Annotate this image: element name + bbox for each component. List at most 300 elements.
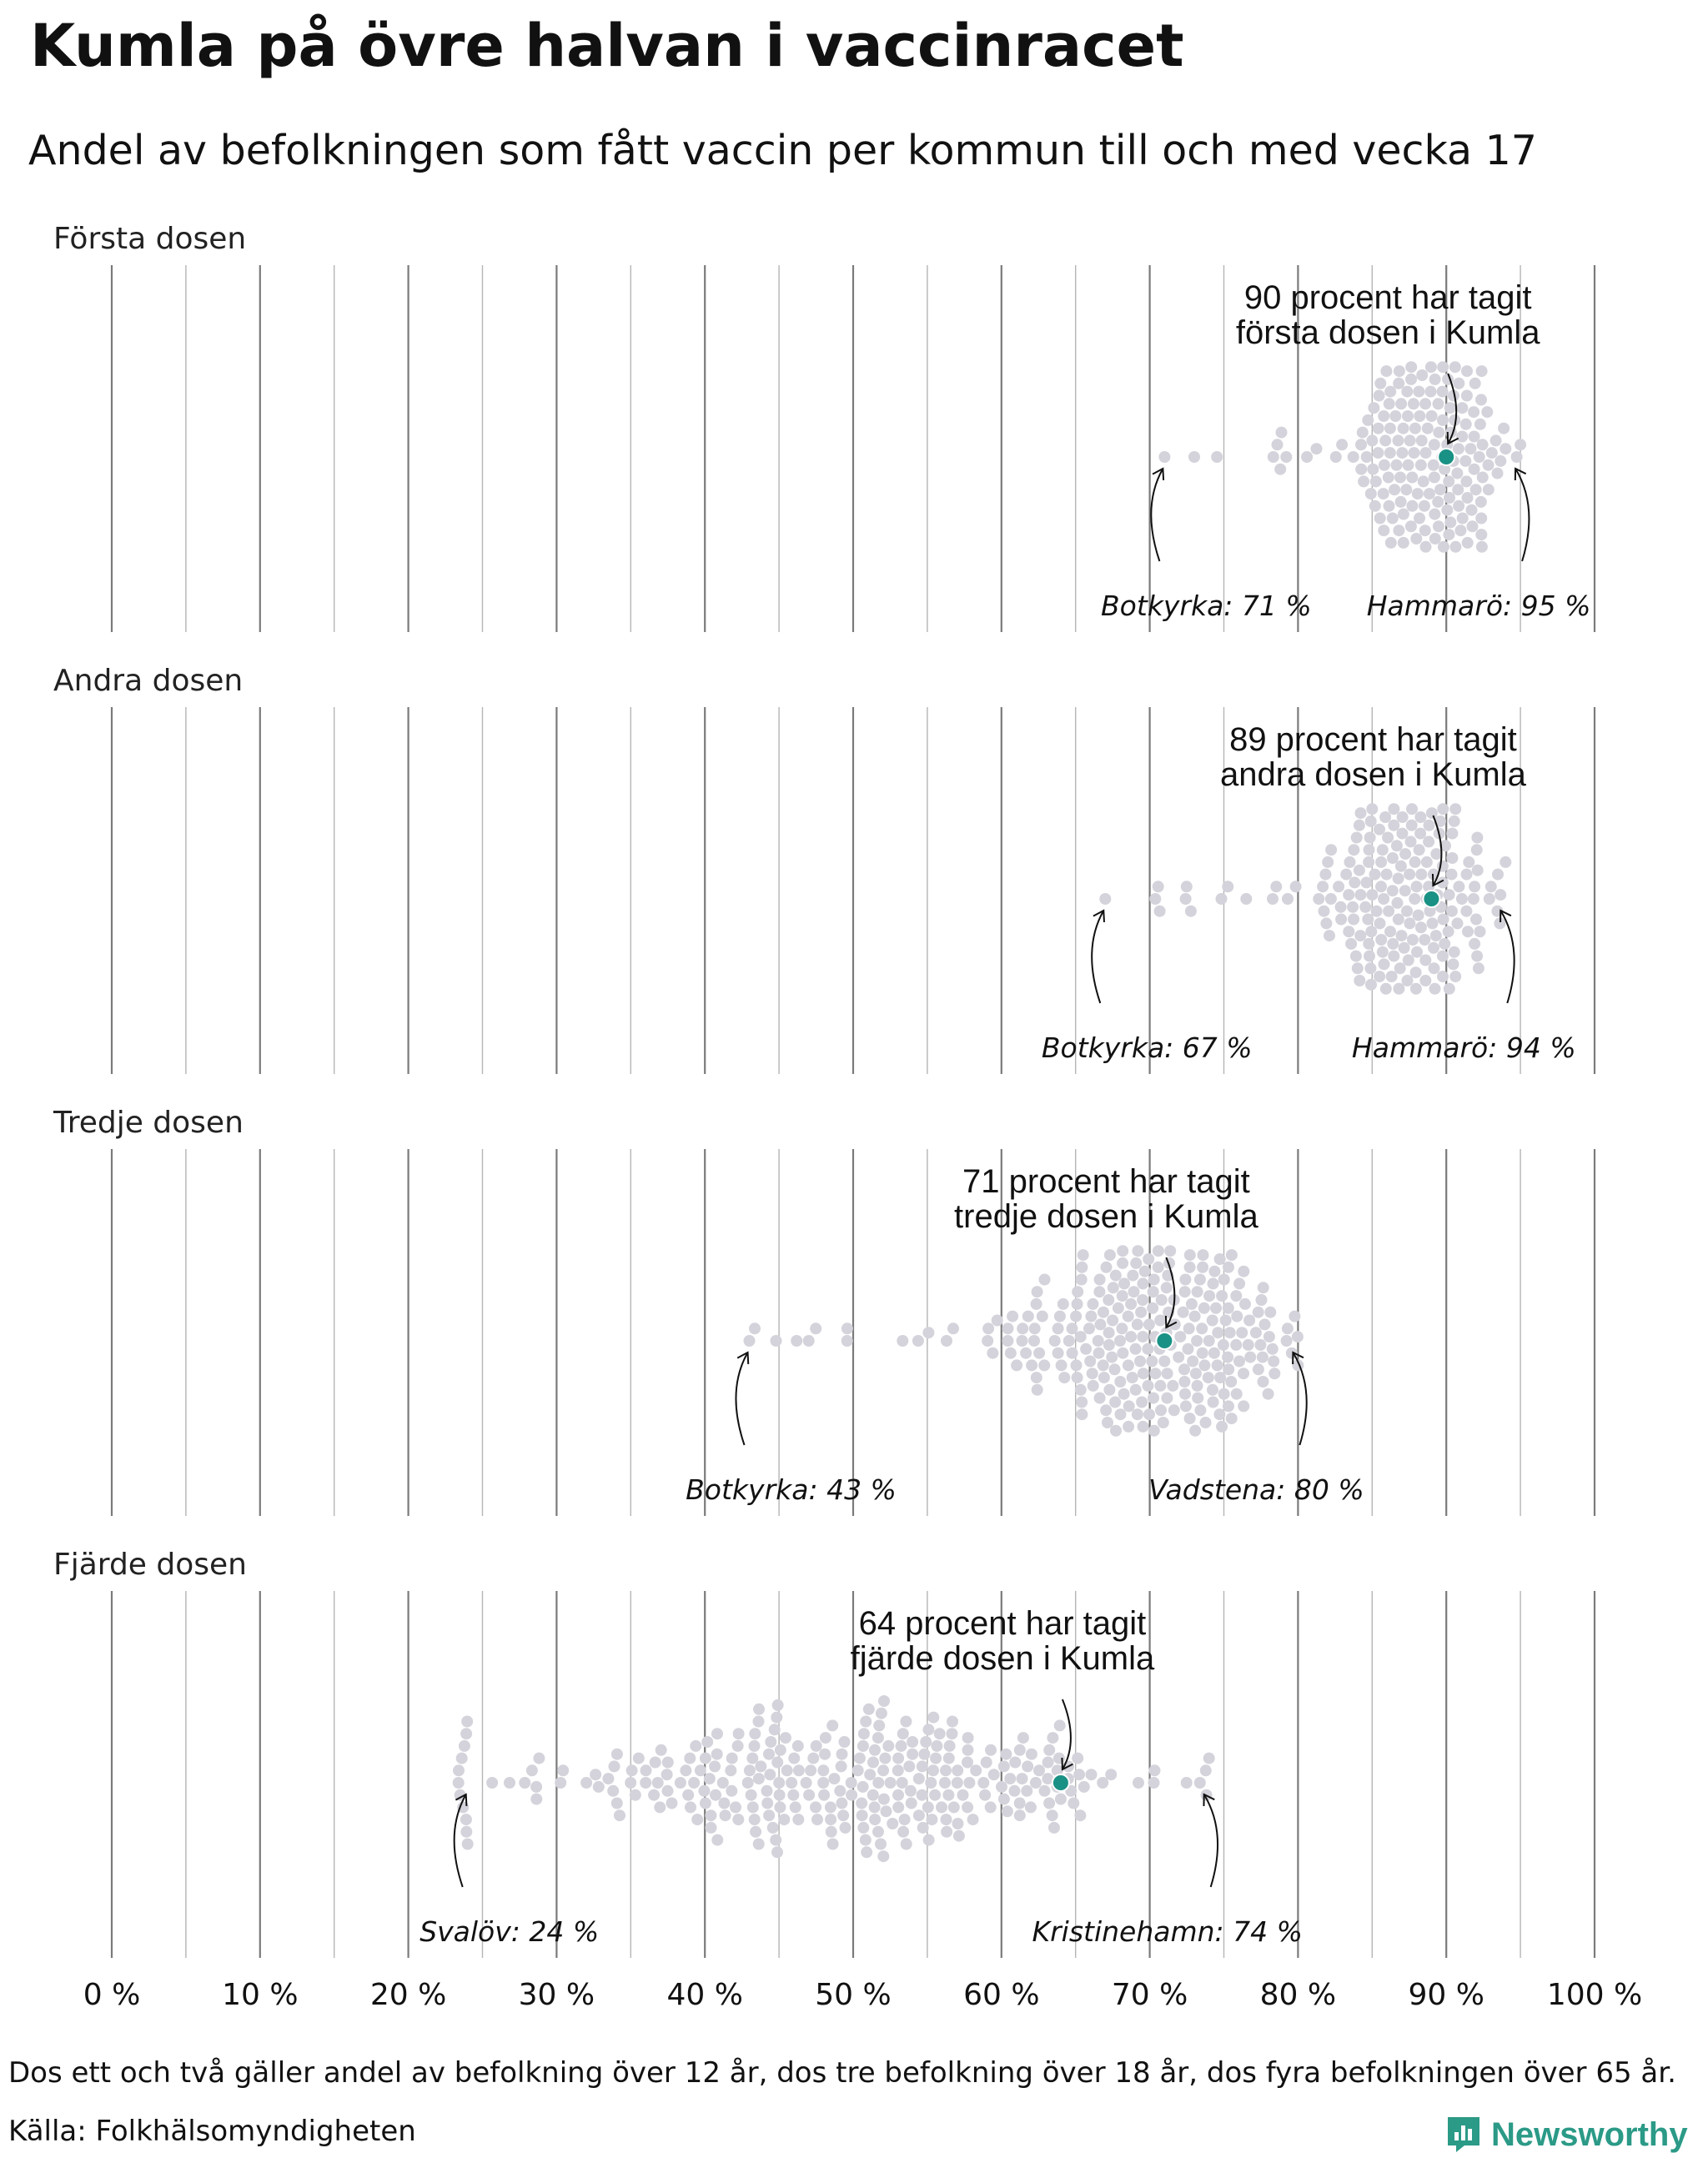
data-point bbox=[1167, 1380, 1178, 1392]
data-point bbox=[775, 1744, 786, 1756]
data-point bbox=[872, 1826, 884, 1838]
data-point bbox=[1220, 1315, 1232, 1327]
data-point bbox=[1384, 500, 1395, 512]
data-point bbox=[1414, 513, 1425, 524]
data-point bbox=[1333, 881, 1344, 892]
data-point bbox=[1161, 1282, 1173, 1293]
data-point bbox=[1218, 1274, 1230, 1286]
data-point bbox=[892, 1801, 904, 1813]
x-tick-label: 50 % bbox=[815, 1978, 892, 2012]
data-point bbox=[939, 1777, 951, 1789]
data-point bbox=[1093, 1347, 1105, 1359]
data-point bbox=[742, 1777, 754, 1789]
data-point bbox=[1371, 906, 1383, 917]
data-point bbox=[726, 1785, 737, 1797]
data-point bbox=[1149, 893, 1161, 905]
data-point bbox=[1412, 488, 1424, 499]
data-point bbox=[1476, 541, 1488, 553]
data-point bbox=[907, 1736, 918, 1748]
data-point bbox=[1443, 475, 1454, 487]
data-point bbox=[857, 1822, 869, 1834]
data-point bbox=[1360, 876, 1372, 888]
data-point bbox=[896, 1740, 907, 1752]
data-point bbox=[1393, 378, 1404, 389]
data-point bbox=[1276, 427, 1288, 439]
data-point bbox=[1475, 529, 1487, 540]
data-point bbox=[1414, 811, 1426, 823]
data-point bbox=[901, 1839, 912, 1850]
data-point bbox=[453, 1764, 465, 1776]
kumla-annotation-line-1: 90 procent har tagit bbox=[1243, 279, 1532, 316]
data-point bbox=[1109, 1363, 1121, 1375]
data-point bbox=[1406, 500, 1418, 512]
kumla-annotation-line-2: andra dosen i Kumla bbox=[1219, 756, 1526, 793]
data-point bbox=[774, 1789, 786, 1801]
data-point bbox=[704, 1773, 716, 1784]
data-point bbox=[967, 1814, 979, 1825]
low-arrow-line bbox=[736, 1352, 747, 1445]
data-point bbox=[1430, 848, 1442, 860]
data-point bbox=[460, 1728, 472, 1739]
kumla-point bbox=[1156, 1332, 1173, 1349]
high-arrow bbox=[1515, 469, 1530, 561]
high-arrow-line bbox=[1515, 469, 1529, 561]
data-point bbox=[892, 1789, 904, 1801]
data-point bbox=[1354, 820, 1365, 831]
data-point bbox=[1033, 1764, 1045, 1776]
data-point bbox=[1213, 1408, 1225, 1420]
data-point bbox=[1429, 472, 1440, 484]
data-point bbox=[931, 1740, 942, 1752]
data-point bbox=[1378, 893, 1389, 905]
data-point bbox=[1484, 893, 1495, 905]
data-point bbox=[953, 1830, 965, 1842]
data-point bbox=[1375, 934, 1387, 946]
data-point bbox=[662, 1785, 674, 1797]
data-point bbox=[810, 1801, 821, 1813]
data-point bbox=[1466, 504, 1478, 516]
data-point bbox=[810, 1322, 821, 1334]
data-point bbox=[1358, 475, 1369, 487]
data-point bbox=[1396, 447, 1408, 459]
data-point bbox=[872, 1777, 884, 1789]
data-point bbox=[1137, 1277, 1148, 1289]
low-arrow bbox=[1092, 911, 1104, 1003]
data-point bbox=[998, 1760, 1010, 1772]
data-point bbox=[1426, 807, 1438, 819]
data-point bbox=[1207, 1384, 1218, 1396]
data-point bbox=[1372, 447, 1384, 459]
data-point bbox=[1047, 1732, 1058, 1744]
data-point bbox=[460, 1826, 472, 1838]
data-point bbox=[1083, 1322, 1095, 1334]
data-point bbox=[1224, 1327, 1236, 1338]
data-point bbox=[872, 1732, 884, 1744]
data-point bbox=[1203, 1753, 1215, 1764]
data-point bbox=[711, 1834, 723, 1846]
data-point bbox=[792, 1814, 804, 1825]
data-point bbox=[1433, 520, 1444, 532]
data-point bbox=[1378, 524, 1389, 536]
data-point bbox=[1250, 1327, 1262, 1338]
data-point bbox=[878, 1794, 890, 1805]
data-point bbox=[1072, 1372, 1083, 1383]
data-point bbox=[1389, 484, 1400, 495]
data-point bbox=[867, 1757, 879, 1769]
data-point bbox=[841, 1335, 853, 1347]
data-point bbox=[1057, 1298, 1069, 1310]
data-point bbox=[1429, 374, 1441, 385]
data-point bbox=[1374, 378, 1386, 389]
data-point bbox=[1354, 975, 1365, 986]
data-point bbox=[1208, 1277, 1219, 1289]
newsworthy-logo[interactable] bbox=[1446, 2110, 1688, 2160]
data-point bbox=[905, 1785, 917, 1797]
data-point bbox=[947, 1728, 958, 1739]
data-point bbox=[1002, 1335, 1013, 1347]
data-point bbox=[1425, 361, 1437, 373]
data-point bbox=[897, 1777, 908, 1789]
data-point bbox=[1263, 1388, 1274, 1400]
data-point bbox=[1180, 893, 1192, 905]
low-arrow bbox=[1151, 469, 1163, 561]
data-point bbox=[846, 1777, 857, 1789]
data-point bbox=[706, 1822, 717, 1834]
data-point bbox=[1378, 488, 1389, 499]
data-point bbox=[913, 1773, 925, 1784]
data-point bbox=[1216, 1421, 1228, 1433]
kumla-annotation-line-2: tredje dosen i Kumla bbox=[954, 1198, 1258, 1235]
data-point bbox=[998, 1794, 1010, 1805]
data-point bbox=[869, 1744, 881, 1756]
data-point bbox=[1054, 1311, 1066, 1322]
data-point bbox=[1467, 520, 1479, 532]
data-point bbox=[1127, 1372, 1138, 1383]
low-label: Botkyrka: 71 % bbox=[1100, 590, 1312, 622]
data-point bbox=[1319, 906, 1330, 917]
data-point bbox=[1500, 443, 1511, 454]
data-point bbox=[1186, 1298, 1198, 1310]
data-point bbox=[1404, 434, 1416, 446]
data-point bbox=[1043, 1798, 1055, 1809]
data-point bbox=[875, 1839, 887, 1850]
x-tick-label: 20 % bbox=[369, 1978, 447, 2012]
data-point bbox=[927, 1764, 939, 1776]
data-point bbox=[1097, 1777, 1108, 1789]
data-point bbox=[840, 1822, 851, 1834]
data-point bbox=[805, 1764, 816, 1776]
data-point bbox=[1011, 1359, 1022, 1371]
data-point bbox=[1033, 1347, 1045, 1359]
data-point bbox=[749, 1728, 761, 1739]
data-point bbox=[1183, 1343, 1194, 1355]
kumla-point bbox=[1438, 449, 1454, 465]
high-label: Hammarö: 95 % bbox=[1366, 590, 1591, 622]
data-point bbox=[1385, 537, 1397, 549]
data-point bbox=[1494, 889, 1506, 901]
low-arrow bbox=[736, 1352, 748, 1445]
data-point bbox=[1158, 1356, 1170, 1368]
data-point bbox=[1470, 914, 1482, 926]
data-point bbox=[1049, 1335, 1061, 1347]
data-point bbox=[1429, 439, 1440, 450]
data-point bbox=[1132, 1408, 1143, 1420]
data-point bbox=[1475, 513, 1487, 524]
data-point bbox=[1396, 930, 1408, 941]
data-point bbox=[640, 1764, 652, 1776]
data-point bbox=[1114, 1335, 1126, 1347]
data-point bbox=[1335, 914, 1347, 926]
data-point bbox=[1132, 1318, 1143, 1330]
data-point bbox=[1203, 1372, 1214, 1383]
data-point bbox=[1148, 1777, 1160, 1789]
data-point bbox=[962, 1801, 973, 1813]
data-point bbox=[1457, 513, 1469, 524]
data-point bbox=[614, 1809, 625, 1821]
data-point bbox=[1375, 881, 1387, 892]
data-point bbox=[1123, 1359, 1134, 1371]
data-point bbox=[1471, 832, 1483, 844]
data-point bbox=[1354, 930, 1366, 941]
data-point bbox=[1218, 1388, 1230, 1400]
data-point bbox=[1212, 1327, 1223, 1338]
low-arrow-line bbox=[1092, 911, 1103, 1003]
data-point bbox=[1451, 468, 1463, 479]
data-point bbox=[1340, 869, 1352, 881]
data-point bbox=[1406, 472, 1418, 484]
logo-text: Newsworthy bbox=[1491, 2115, 1688, 2153]
data-point bbox=[1469, 431, 1480, 443]
data-point bbox=[1143, 1318, 1155, 1330]
data-point bbox=[899, 1814, 911, 1825]
data-point bbox=[1515, 439, 1526, 450]
data-point bbox=[1363, 938, 1374, 950]
data-point bbox=[1374, 390, 1385, 402]
data-point bbox=[652, 1777, 664, 1789]
data-point bbox=[1411, 946, 1423, 958]
data-point bbox=[1418, 475, 1429, 487]
data-point bbox=[1110, 1425, 1122, 1437]
data-point bbox=[1446, 906, 1458, 917]
data-point bbox=[1038, 1359, 1050, 1371]
data-point bbox=[626, 1764, 638, 1776]
data-point bbox=[1208, 1266, 1220, 1277]
data-point bbox=[1335, 901, 1347, 913]
data-point bbox=[1156, 1294, 1168, 1306]
panel-1 bbox=[53, 222, 1595, 632]
data-point bbox=[820, 1732, 831, 1744]
data-point bbox=[982, 1335, 993, 1347]
data-point bbox=[1056, 1359, 1068, 1371]
data-point bbox=[1398, 423, 1409, 434]
data-point bbox=[1184, 1249, 1196, 1261]
data-point bbox=[1379, 459, 1390, 471]
data-point bbox=[811, 1740, 822, 1752]
data-point bbox=[1378, 410, 1389, 422]
data-point bbox=[1461, 365, 1473, 377]
data-point bbox=[1072, 1298, 1083, 1310]
data-point bbox=[1399, 942, 1410, 954]
data-point bbox=[906, 1798, 917, 1809]
data-point bbox=[1460, 906, 1472, 917]
data-point bbox=[1103, 1339, 1115, 1351]
data-point bbox=[1052, 1347, 1064, 1359]
data-point bbox=[1214, 1372, 1226, 1383]
data-point bbox=[1194, 1777, 1206, 1789]
data-point bbox=[1148, 1286, 1159, 1297]
data-point bbox=[1154, 906, 1166, 917]
data-point bbox=[593, 1781, 605, 1793]
data-point bbox=[1196, 1322, 1208, 1334]
data-point bbox=[854, 1753, 866, 1764]
data-point bbox=[892, 1764, 904, 1776]
data-point bbox=[1449, 971, 1461, 982]
data-point bbox=[1009, 1757, 1021, 1769]
data-point bbox=[1222, 881, 1233, 892]
data-point bbox=[1391, 840, 1403, 851]
data-point bbox=[1444, 889, 1455, 901]
data-point bbox=[1481, 406, 1493, 418]
data-point bbox=[1153, 881, 1164, 892]
data-point bbox=[1407, 934, 1419, 946]
data-point bbox=[1136, 1397, 1148, 1408]
data-point bbox=[934, 1728, 946, 1739]
data-point bbox=[1483, 459, 1494, 471]
data-point bbox=[1449, 541, 1461, 553]
data-point bbox=[1387, 885, 1399, 896]
data-point bbox=[1115, 1408, 1127, 1420]
data-point bbox=[867, 1789, 879, 1801]
data-point bbox=[1411, 881, 1423, 892]
data-point bbox=[1406, 803, 1418, 815]
data-point bbox=[1456, 431, 1468, 443]
data-point bbox=[1379, 811, 1391, 823]
data-point bbox=[1014, 1744, 1026, 1756]
data-point bbox=[1178, 1363, 1190, 1375]
data-point bbox=[1384, 386, 1396, 398]
data-point bbox=[1210, 1302, 1222, 1314]
x-tick-label: 40 % bbox=[666, 1978, 743, 2012]
data-point bbox=[1381, 869, 1393, 881]
data-point bbox=[1349, 876, 1360, 888]
data-point bbox=[1364, 832, 1376, 844]
data-point bbox=[1021, 1785, 1032, 1797]
data-point bbox=[1117, 1347, 1128, 1359]
data-point bbox=[1281, 1335, 1293, 1347]
data-point bbox=[1272, 439, 1284, 450]
data-point bbox=[680, 1764, 691, 1776]
data-point bbox=[947, 1322, 959, 1334]
data-point bbox=[753, 1716, 765, 1728]
data-point bbox=[1410, 983, 1422, 995]
data-point bbox=[1348, 914, 1359, 926]
data-point bbox=[771, 1712, 782, 1724]
data-point bbox=[836, 1798, 847, 1809]
data-point bbox=[1067, 1322, 1078, 1334]
data-point bbox=[1486, 447, 1498, 459]
data-point bbox=[1063, 1335, 1075, 1347]
low-label: Botkyrka: 67 % bbox=[1041, 1031, 1253, 1064]
data-point bbox=[1402, 975, 1414, 986]
data-point bbox=[761, 1798, 773, 1809]
data-point bbox=[526, 1764, 538, 1776]
data-point bbox=[1158, 1417, 1169, 1428]
data-point bbox=[602, 1773, 614, 1784]
data-point bbox=[661, 1769, 673, 1780]
data-point bbox=[1443, 926, 1454, 937]
data-point bbox=[1073, 1769, 1085, 1780]
data-point bbox=[1150, 1368, 1162, 1379]
data-point bbox=[1433, 427, 1444, 439]
data-point bbox=[1143, 1253, 1154, 1265]
panel-4 bbox=[53, 1548, 1595, 1958]
data-point bbox=[903, 1760, 915, 1772]
data-point bbox=[747, 1801, 759, 1813]
data-point bbox=[1005, 1347, 1017, 1359]
data-point bbox=[1471, 951, 1483, 962]
data-point bbox=[486, 1777, 498, 1789]
data-point bbox=[1413, 910, 1424, 921]
data-point bbox=[1343, 926, 1354, 937]
data-point bbox=[1230, 1290, 1242, 1302]
data-point bbox=[1226, 1249, 1238, 1261]
data-point bbox=[1444, 492, 1455, 504]
data-point bbox=[1454, 524, 1466, 536]
panel-label: Andra dosen bbox=[53, 664, 244, 698]
data-point bbox=[1075, 1384, 1087, 1396]
data-point bbox=[1434, 484, 1446, 495]
high-label: Hammarö: 94 % bbox=[1351, 1031, 1576, 1064]
data-point bbox=[1393, 524, 1404, 536]
data-point bbox=[1424, 820, 1435, 831]
data-point bbox=[811, 1814, 823, 1825]
data-point bbox=[1179, 1388, 1191, 1400]
data-point bbox=[929, 1789, 941, 1801]
data-point bbox=[941, 1335, 952, 1347]
data-point bbox=[1468, 893, 1479, 905]
data-point bbox=[1463, 856, 1474, 868]
data-point bbox=[648, 1789, 660, 1801]
data-point bbox=[773, 1777, 785, 1789]
data-point bbox=[1348, 451, 1359, 463]
data-point bbox=[1198, 1359, 1210, 1371]
data-point bbox=[1114, 1376, 1126, 1388]
data-point bbox=[1379, 958, 1390, 970]
chart-title: Kumla på övre halvan i vaccinracet bbox=[30, 12, 1184, 80]
data-point bbox=[1330, 451, 1342, 463]
data-point bbox=[857, 1809, 868, 1821]
data-point bbox=[1100, 1404, 1112, 1416]
data-point bbox=[1070, 1311, 1082, 1322]
data-point bbox=[1456, 402, 1468, 414]
data-point bbox=[1409, 856, 1421, 868]
data-point bbox=[1148, 1274, 1160, 1286]
data-point bbox=[1464, 443, 1476, 454]
data-point bbox=[1194, 1404, 1206, 1416]
data-point bbox=[1137, 1294, 1148, 1306]
kumla-point bbox=[1052, 1774, 1069, 1791]
data-point bbox=[1364, 844, 1375, 856]
data-point bbox=[1410, 533, 1422, 545]
data-point bbox=[1244, 1352, 1256, 1363]
data-point bbox=[817, 1777, 829, 1789]
data-point bbox=[640, 1777, 651, 1789]
x-tick-label: 80 % bbox=[1259, 1978, 1337, 2012]
data-point bbox=[1444, 983, 1455, 995]
data-point bbox=[1355, 807, 1367, 819]
data-point bbox=[1432, 496, 1444, 508]
data-point bbox=[662, 1757, 674, 1769]
